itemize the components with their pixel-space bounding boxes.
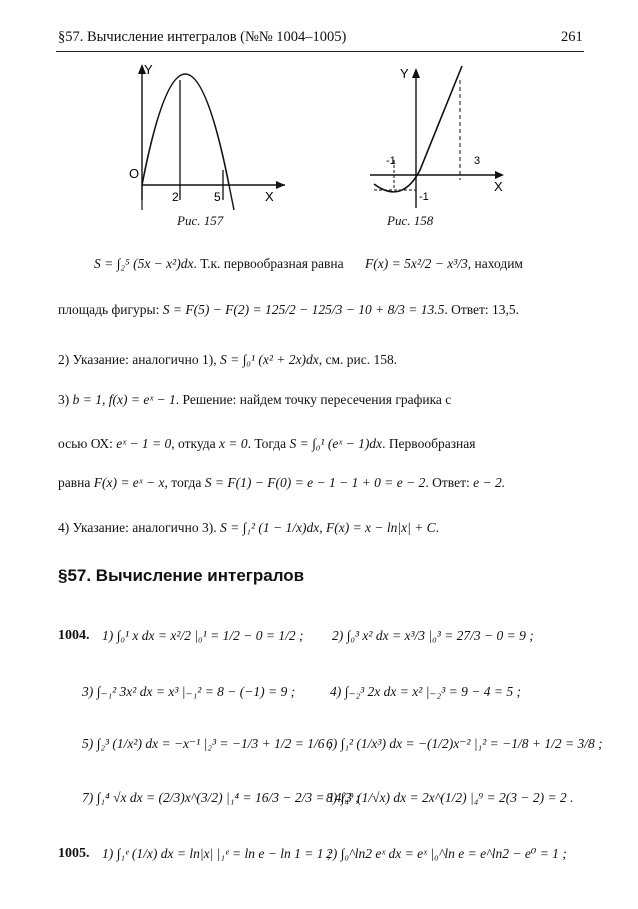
fig158-caption: Рис. 158 bbox=[387, 213, 434, 228]
text-seg: , см. рис. 158. bbox=[318, 352, 398, 367]
problem-1004-item-2: 2) ∫₀³ x² dx = x³/3 |₀³ = 27/3 − 0 = 9 ; bbox=[332, 628, 534, 643]
text-seg: . Т.к. первообразная равна bbox=[193, 256, 344, 271]
equation-3: eˣ − 1 = 0 bbox=[116, 436, 172, 451]
text-seg: , тогда bbox=[164, 475, 202, 490]
fig157-origin-label: O bbox=[129, 166, 140, 181]
fig157-y-label: Y bbox=[144, 62, 153, 77]
fig158-tick-3: 3 bbox=[474, 155, 481, 167]
problem-1004-item-8: 8) ∫₄⁹ (1/√x) dx = 2x^(1/2) |₄⁹ = 2(3 − 2) = 2 . bbox=[326, 790, 574, 805]
header-rule bbox=[56, 51, 584, 52]
integral-area-2: S = ∫₀¹ (x² + 2x)dx bbox=[219, 352, 319, 367]
fig158-tick-m1: -1 bbox=[386, 155, 396, 167]
text-seg: . Ответ: bbox=[425, 475, 470, 490]
fig158-y-arrow bbox=[412, 68, 420, 78]
answer-1: . Ответ: 13,5. bbox=[444, 302, 520, 317]
fig157-tick-5: 5 bbox=[214, 190, 221, 204]
antiderivative-4: F(x) = x − ln|x| + C bbox=[325, 520, 436, 535]
body-line-5 bbox=[58, 436, 475, 452]
problem-number-1005: 1005. bbox=[58, 846, 90, 861]
antiderivative-1: F(x) = 5x²/2 − x³/3 bbox=[364, 256, 468, 271]
page-number: 261 bbox=[561, 29, 583, 45]
figure-157 bbox=[120, 60, 290, 210]
problem-1004-item-4: 4) ∫₋₂³ 2x dx = x² |₋₂³ = 9 − 4 = 5 ; bbox=[330, 684, 521, 699]
body-line-2 bbox=[58, 302, 519, 318]
area-calc-3: S = F(1) − F(0) = e − 1 − 1 + 0 = e − 2 bbox=[204, 475, 426, 490]
problem-1005-item-1: 1) ∫₁ᵉ (1/x) dx = ln|x| |₁ᵉ = ln e − ln 1 = 1 ; bbox=[102, 846, 332, 861]
text-seg: 2) Указание: аналогично 1), bbox=[58, 352, 217, 367]
text-seg: 3) bbox=[58, 392, 70, 407]
text-seg: . bbox=[435, 520, 440, 535]
figure-158 bbox=[362, 60, 522, 210]
fig158-tick-y-m1: -1 bbox=[419, 191, 429, 203]
problem-1004-item-5: 5) ∫₂³ (1/x²) dx = −x⁻¹ |₂³ = −1/3 + 1/2 = 1/6 ; bbox=[82, 736, 333, 751]
problem-1004-item-7: 7) ∫₁⁴ √x dx = (2/3)x^(3/2) |₁⁴ = 16/3 − 2/3 = 14/3 ; bbox=[82, 790, 360, 805]
text-seg: , находим bbox=[467, 256, 523, 271]
function-def-3: b = 1, f(x) = eˣ − 1 bbox=[72, 392, 176, 407]
fig157-x-label: X bbox=[265, 189, 274, 204]
body-line-3 bbox=[58, 352, 397, 368]
answer-3: e − 2. bbox=[473, 475, 506, 490]
fig158-x-arrow bbox=[495, 171, 504, 179]
running-title: §57. Вычисление интегралов (№№ 1004–1005) bbox=[58, 29, 347, 45]
section-title: §57. Вычисление интегралов bbox=[58, 566, 305, 585]
problem-1005-item-2: 2) ∫₀^ln2 eˣ dx = eˣ |₀^ln e = e^ln2 − e⁰ = 1 ; bbox=[326, 846, 567, 861]
text-seg: , откуда bbox=[171, 436, 216, 451]
text-seg: площадь фигуры: bbox=[58, 302, 160, 317]
body-line-1 bbox=[94, 256, 523, 272]
fig157-tick-2: 2 bbox=[172, 190, 179, 204]
text-seg: . Тогда bbox=[247, 436, 287, 451]
problem-1004-item-6: 6) ∫₁² (1/x³) dx = −(1/2)x⁻² |₁² = −1/8 + 1/2 = 3/8 ; bbox=[326, 736, 603, 751]
integral-area-3: S = ∫₀¹ (eˣ − 1)dx bbox=[289, 436, 383, 451]
text-seg: равна bbox=[58, 475, 91, 490]
fig157-x-arrow bbox=[276, 181, 285, 189]
fig157-caption: Рис. 157 bbox=[177, 213, 224, 228]
antiderivative-3: F(x) = eˣ − x bbox=[93, 475, 165, 490]
root-3: x = 0 bbox=[219, 436, 248, 451]
fig157-curve-ext2 bbox=[229, 185, 234, 210]
fig158-x-label: X bbox=[494, 179, 503, 194]
body-line-4 bbox=[58, 392, 451, 408]
fig157-parabola bbox=[142, 74, 229, 185]
text-seg: , bbox=[319, 520, 323, 535]
integral-area-1: S = ∫₂⁵ (5x − x²)dx bbox=[94, 256, 194, 271]
text-seg: . Решение: найдем точку пересечения графика с bbox=[175, 392, 452, 407]
body-line-6 bbox=[58, 475, 505, 491]
area-calc-1: S = F(5) − F(2) = 125/2 − 125/3 − 10 + 8/3 = 13.5 bbox=[162, 302, 445, 317]
integral-area-4: S = ∫₁² (1 − 1/x)dx bbox=[219, 520, 320, 535]
fig158-y-label: Y bbox=[400, 66, 409, 81]
problem-number-1004: 1004. bbox=[58, 628, 90, 643]
fig158-curve bbox=[374, 66, 462, 192]
body-line-7 bbox=[58, 520, 439, 536]
text-seg: 4) Указание: аналогично 3). bbox=[58, 520, 217, 535]
text-seg: осью ОХ: bbox=[58, 436, 113, 451]
text-seg: . Первообразная bbox=[382, 436, 476, 451]
problem-1004-item-1: 1) ∫₀¹ x dx = x²/2 |₀¹ = 1/2 − 0 = 1/2 ; bbox=[102, 628, 304, 643]
problem-1004-item-3: 3) ∫₋₁² 3x² dx = x³ |₋₁² = 8 − (−1) = 9 ; bbox=[82, 684, 296, 699]
